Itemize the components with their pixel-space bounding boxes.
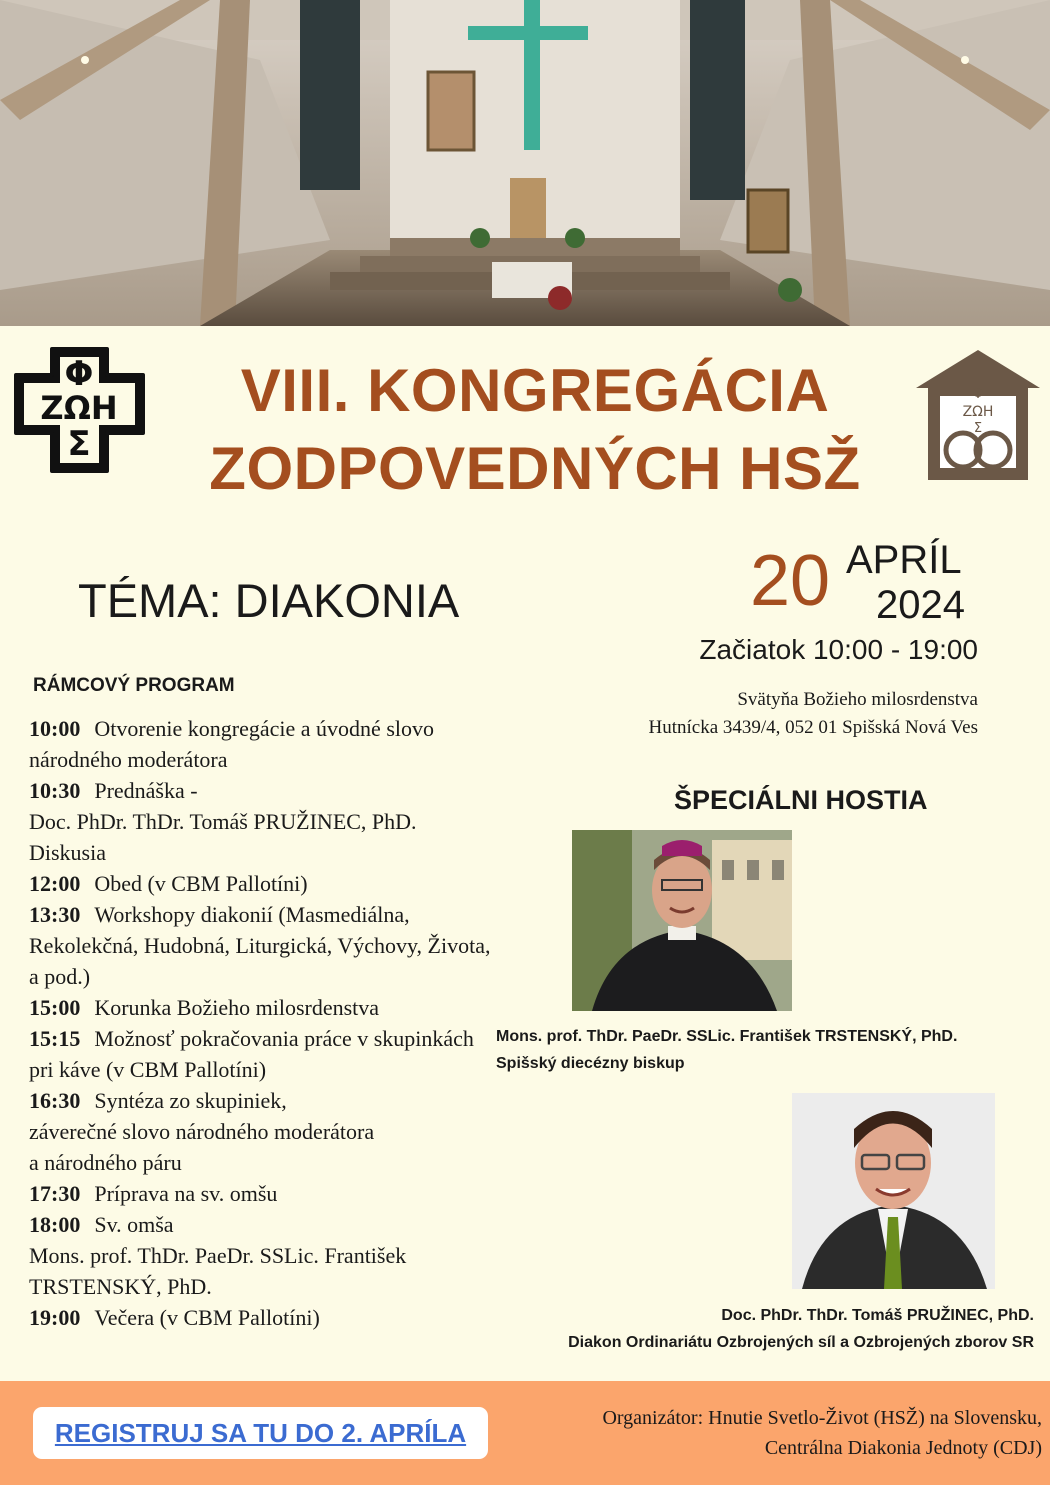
program-item (29, 713, 499, 775)
guest2-caption (470, 1302, 1034, 1356)
program-time: 10:00 (29, 716, 81, 741)
program-list (29, 713, 499, 1333)
program-heading: RÁMCOVÝ PROGRAM (33, 675, 235, 696)
program-item-detail: Diskusia (29, 840, 106, 865)
program-item (29, 992, 499, 1023)
venue-address (540, 686, 978, 742)
program-text: Sv. omša (94, 1212, 174, 1237)
program-text: Príprava na sv. omšu (94, 1181, 278, 1206)
svg-text:Σ: Σ (67, 424, 91, 464)
venue-name: Svätyňa Božieho milosrdenstva (737, 689, 978, 710)
program-time: 17:30 (29, 1181, 81, 1206)
page-title (150, 352, 920, 508)
program-time: 12:00 (29, 871, 81, 896)
program-item (29, 868, 499, 899)
program-text: Syntéza zo skupiniek, (94, 1088, 287, 1113)
program-text: Večera (v CBM Pallotíni) (94, 1305, 320, 1330)
program-item (29, 899, 499, 992)
program-text: Korunka Božieho milosrdenstva (94, 995, 380, 1020)
program-item (29, 1209, 499, 1240)
program-item-detail: záverečné slovo národného moderátora (29, 1119, 375, 1144)
church-interior-photo (0, 0, 1050, 326)
program-item (29, 1085, 499, 1116)
title-line-1: VIII. KONGREGÁCIA (240, 357, 830, 424)
svg-text:Φ: Φ (972, 386, 984, 402)
svg-text:Φ: Φ (64, 354, 94, 394)
svg-text:Σ: Σ (973, 421, 983, 436)
program-text: Otvorenie kongregácie a úvodné slovo národného moderátora (29, 716, 434, 772)
program-time: 10:30 (29, 778, 81, 803)
program-item-detail: a národného páru (29, 1150, 182, 1175)
date-day: 20 (750, 541, 831, 621)
guest1-name: Mons. prof. ThDr. PaeDr. SSLic. František TRSTENSKÝ, PhD. (496, 1028, 958, 1045)
register-link[interactable]: REGISTRUJ SA TU DO 2. APRÍLA (33, 1407, 488, 1459)
program-text: Prednáška - (94, 778, 198, 803)
program-time: 19:00 (29, 1305, 81, 1330)
title-line-2: ZODPOVEDNÝCH HSŽ (209, 435, 861, 502)
organizer-line-2: Centrálna Diakonia Jednoty (CDJ) (764, 1437, 1042, 1459)
program-text: Obed (v CBM Pallotíni) (94, 871, 308, 896)
zoe-cross-logo-icon (12, 345, 147, 475)
bishop-portrait-photo (572, 830, 792, 1011)
start-time: Začiatok 10:00 - 19:00 (699, 634, 978, 665)
house-rings-logo-icon (916, 350, 1040, 480)
program-text: Možnosť pokračovania práce v skupinkách pri káve (v CBM Pallotíni) (29, 1026, 474, 1082)
program-time: 13:30 (29, 902, 81, 927)
guest2-role: Diakon Ordinariátu Ozbrojených síl a Ozbrojených zborov SR (568, 1334, 1034, 1351)
program-time: 16:30 (29, 1088, 81, 1113)
venue-street: Hutnícka 3439/4, 052 01 Spišská Nová Ves (648, 717, 978, 738)
guest1-role: Spišský diecézny biskup (496, 1055, 685, 1072)
program-time: 15:15 (29, 1026, 81, 1051)
organizer-info (496, 1403, 1042, 1463)
deacon-portrait-photo (792, 1093, 995, 1289)
program-item-detail: Mons. prof. ThDr. PaeDr. SSLic. František TRSTENSKÝ, PhD. (29, 1243, 407, 1299)
date-year: 2024 (876, 583, 965, 627)
guest2-name: Doc. PhDr. ThDr. Tomáš PRUŽINEC, PhD. (721, 1307, 1034, 1324)
program-time: 18:00 (29, 1212, 81, 1237)
program-item (29, 775, 499, 806)
program-item-detail: Doc. PhDr. ThDr. Tomáš PRUŽINEC, PhD. (29, 809, 417, 834)
organizer-line-1: Organizátor: Hnutie Svetlo-Život (HSŽ) na Slovensku, (602, 1407, 1042, 1429)
program-item (29, 1023, 499, 1085)
guests-heading: ŠPECIÁLNI HOSTIA (674, 785, 928, 815)
program-text: Workshopy diakonií (Masmediálna, Rekolekčná, Hudobná, Liturgická, Výchovy, Života, a pod.) (29, 902, 491, 989)
program-item (29, 1302, 499, 1333)
guest1-caption (496, 1023, 1026, 1077)
program-item (29, 1178, 499, 1209)
svg-text:ΖΩΗ: ΖΩΗ (40, 389, 118, 427)
date-month: APRÍL (846, 538, 962, 582)
svg-text:ΖΩΗ: ΖΩΗ (962, 404, 994, 420)
theme-heading: TÉMA: DIAKONIA (78, 574, 460, 627)
program-time: 15:00 (29, 995, 81, 1020)
